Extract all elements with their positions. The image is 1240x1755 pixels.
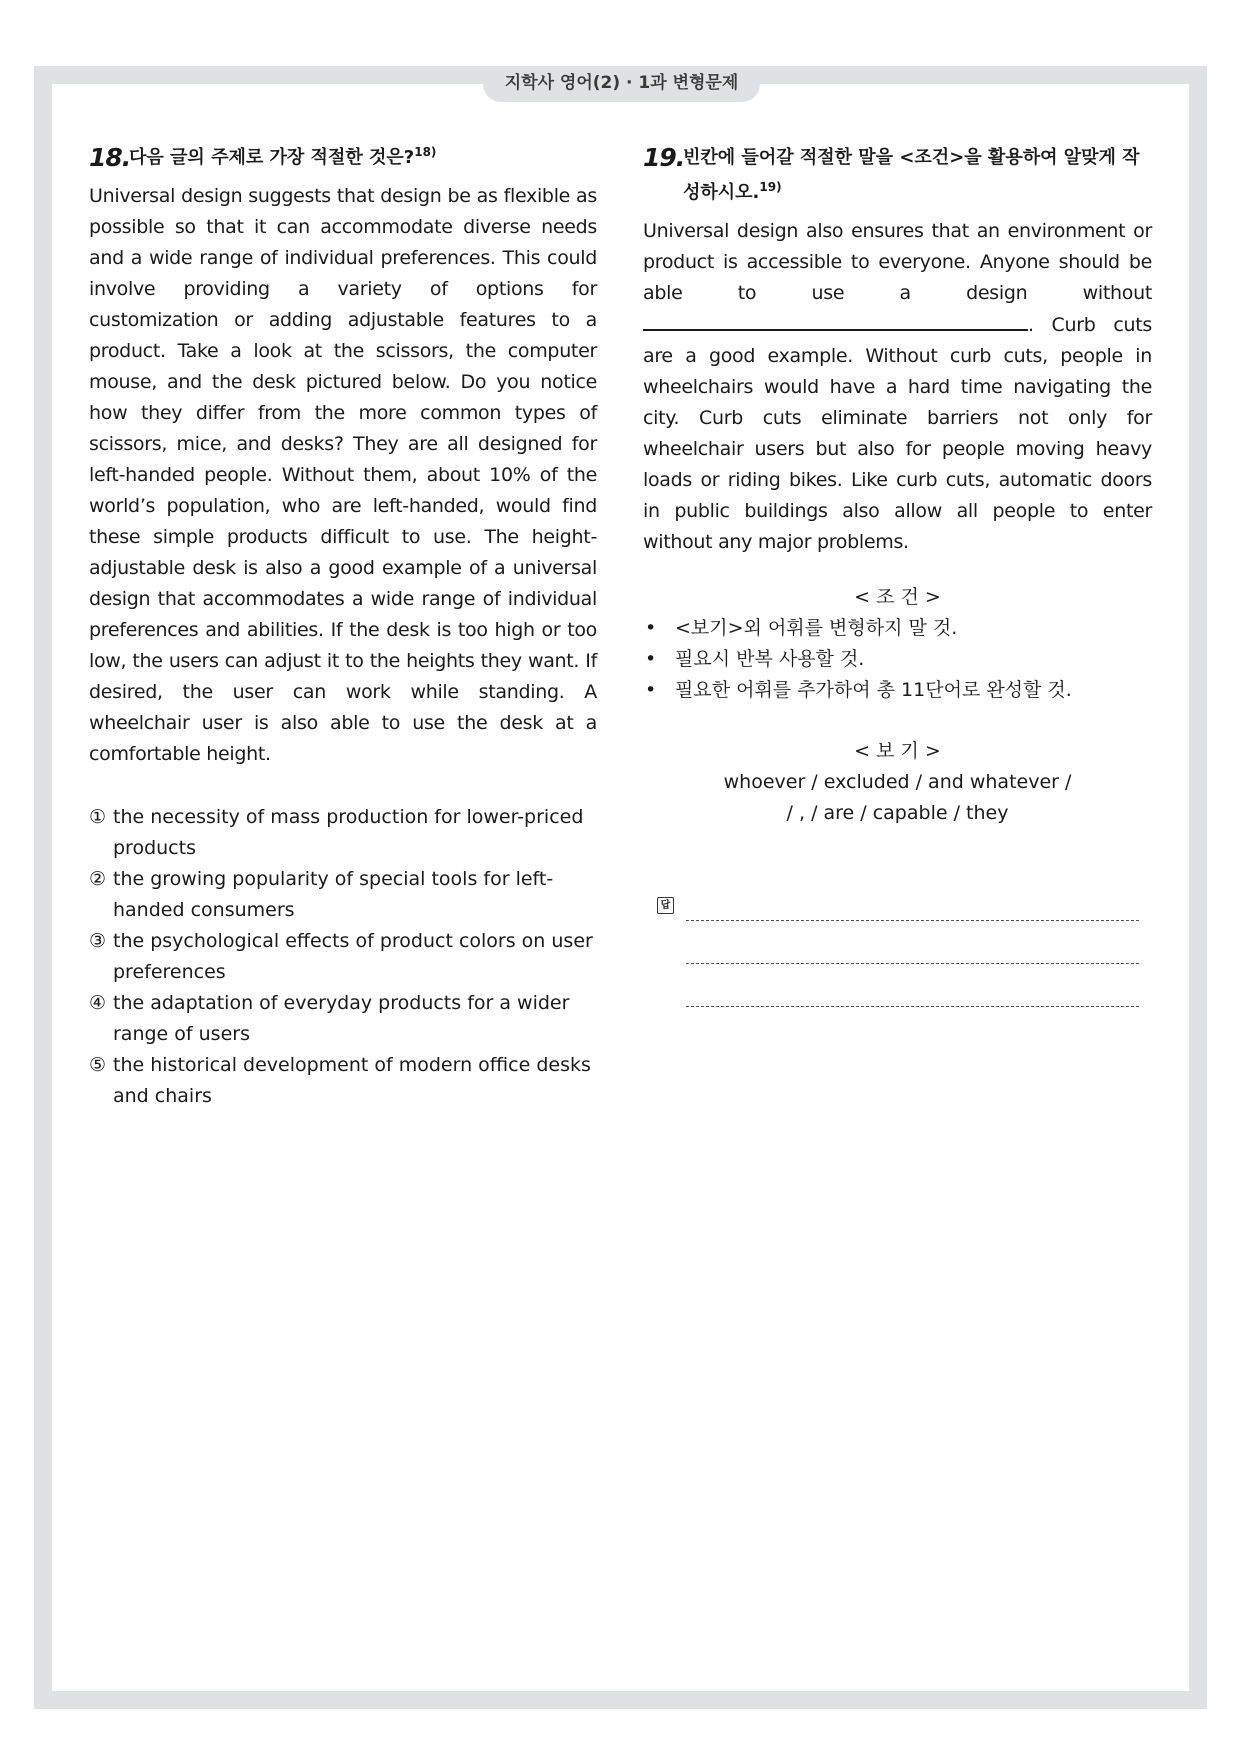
answer-line[interactable]: [686, 920, 1139, 921]
answer-line[interactable]: [686, 1006, 1139, 1007]
choice-3[interactable]: [89, 926, 593, 988]
question-19-prompt: 빈칸에 들어갈 적절한 말을 <조건>을 활용하여 알맞게 작성하시오.: [683, 147, 1140, 203]
word-box-line: whoever / excluded / and whatever /: [723, 771, 1072, 793]
passage-after-blank: . Curb cuts are a good example. Without curb cuts, people in wheelchairs would have a hard time navigating the city. Curb cuts eliminate barriers not only for wheelchair users but also for people moving heavy loads or riding bikes. Like curb cuts, automatic doors in public buildings also allow all people to enter without any major problems.: [643, 314, 1152, 553]
question-18-choices: [89, 802, 597, 1112]
choice-text: the growing popularity of special tools for left-handed consumers: [113, 868, 554, 921]
condition-text: 필요시 반복 사용할 것.: [675, 648, 865, 670]
bullet-icon: •: [645, 679, 657, 701]
choice-2[interactable]: [89, 864, 593, 926]
question-18-passage: Universal design suggests that design be as flexible as possible so that it can accommodate diverse needs and a wide range of individual preferences. This could involve providing a variety of options for customization or adding adjustable features to a product. Take a look at the scissors, the computer mouse, and the desk pictured below. Do you notice how they differ from the more common types of scissors, mice, and desks? They are all designed for left-handed people. Without them, about 10% of the world’s population, who are left-handed, would find these simple products difficult to use. The height-adjustable desk is also a good example of a universal design that accommodates a wide range of individual preferences and abilities. If the desk is too high or too low, the users can adjust it to the heights they want. If desired, the user can work while standing. A wheelchair user is also able to use the desk at a comfortable height.: [89, 185, 597, 765]
question-18-number: 18.: [89, 143, 131, 172]
bullet-icon: •: [645, 617, 657, 639]
conditions-title: < 조 건 >: [854, 586, 941, 608]
word-box-title: < 보 기 >: [854, 740, 941, 762]
question-18-footnote: 18): [414, 145, 437, 159]
choice-text: the historical development of modern office desks and chairs: [113, 1054, 591, 1107]
choice-4[interactable]: [89, 988, 593, 1050]
condition-text: 필요한 어휘를 추가하여 총 11단어로 완성할 것.: [675, 679, 1072, 701]
word-box-line: / , / are / capable / they: [786, 802, 1009, 824]
choice-marker: ④: [89, 992, 107, 1014]
answer-icon: 답: [657, 897, 674, 914]
choice-5[interactable]: [89, 1050, 593, 1112]
answer-line[interactable]: [686, 963, 1139, 964]
question-19-title: [643, 140, 1152, 210]
choice-marker: ⑤: [89, 1054, 107, 1076]
condition-item: [643, 613, 1152, 644]
question-19-number: 19.: [643, 143, 685, 172]
question-18-prompt: 다음 글의 주제로 가장 적절한 것은?: [129, 147, 415, 168]
choice-marker: ②: [89, 868, 107, 890]
choice-marker: ③: [89, 930, 107, 952]
condition-item: [643, 675, 1152, 706]
conditions-list: [643, 613, 1152, 706]
question-18-title: [89, 140, 597, 175]
header-title: 지학사 영어(2) · 1과 변형문제: [483, 66, 760, 102]
question-19: [643, 140, 1152, 829]
question-19-passage: [643, 216, 1152, 558]
choice-1[interactable]: [89, 802, 593, 864]
blank-line[interactable]: [643, 309, 894, 331]
bullet-icon: •: [645, 648, 657, 670]
blank-line[interactable]: [894, 309, 1028, 331]
choice-text: the necessity of mass production for lower-priced products: [113, 806, 584, 859]
condition-text: <보기>외 어휘를 변형하지 말 것.: [675, 617, 958, 639]
condition-item: [643, 644, 1152, 675]
choice-marker: ①: [89, 806, 107, 828]
choice-text: the adaptation of everyday products for a wider range of users: [113, 992, 570, 1045]
choice-text: the psychological effects of product colors on user preferences: [113, 930, 593, 983]
question-19-footnote: 19): [759, 180, 782, 194]
passage-before-blank: Universal design also ensures that an environment or product is accessible to everyone. Anyone should be able to use a design without: [643, 220, 1152, 304]
question-18: [89, 140, 597, 1112]
